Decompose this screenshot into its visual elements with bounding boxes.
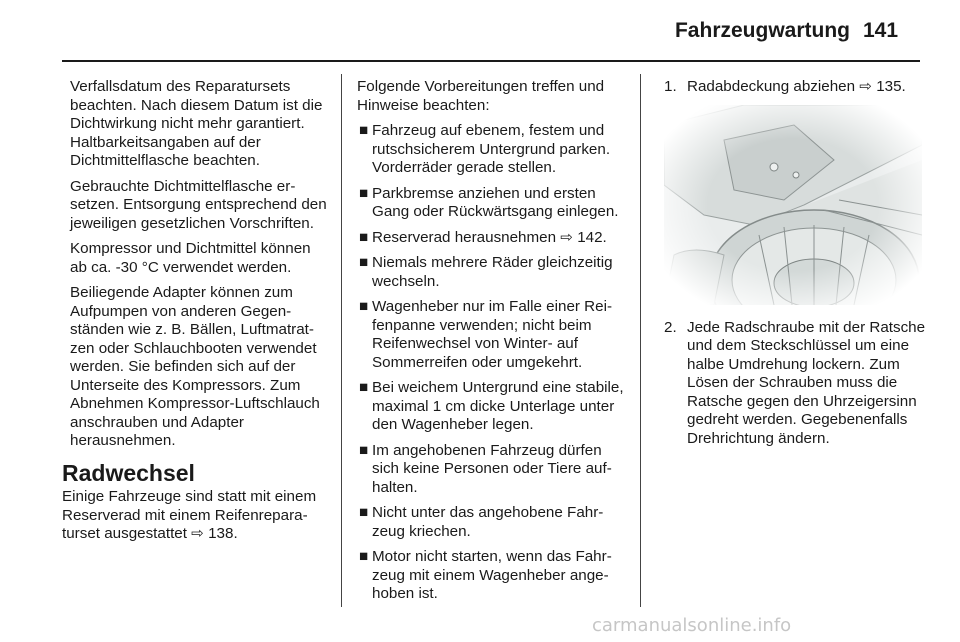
column-divider xyxy=(640,74,641,607)
list-item-text: Niemals mehrere Räder gleichzeitig wechseln. xyxy=(372,254,613,290)
step-item xyxy=(664,319,930,449)
step-number: 1. xyxy=(664,78,677,95)
header-divider xyxy=(62,60,920,62)
bullet-icon: ■ xyxy=(359,298,369,315)
paragraph: Beiliegende Adapter können zum Aufpumpen von anderen Gegenständen wie z. B. Bällen, Luftmatratzen oder Schlauchbooten verwendet werden. Sie befinden sich auf der Unterseite des Kompressors. Zum Abnehmen Kompressor-Luftschlauch anschrauben und Adapter herausnehmen. xyxy=(70,284,320,449)
bullet-icon: ■ xyxy=(359,184,369,202)
bullet-icon: ■ xyxy=(359,379,369,396)
section-heading: Radwechsel xyxy=(62,459,195,486)
bullet-icon: ■ xyxy=(359,254,369,271)
list-item-text: Bei weichem Untergrund eine stabile, maximal 1 cm dicke Unterlage unter den Wagenheber legen. xyxy=(372,379,624,433)
list-item xyxy=(357,122,625,178)
list-item-text: Motor nicht starten, wenn das Fahrzeug mit einem Wagenheber angehoben ist. xyxy=(372,548,612,602)
list-item xyxy=(357,229,625,248)
page-header-title: Fahrzeugwartung xyxy=(674,19,850,42)
paragraph: Folgende Vorbereitungen treffen und Hinweise beachten: xyxy=(357,78,605,114)
list-item xyxy=(357,185,625,222)
bullet-icon: ■ xyxy=(359,441,369,459)
list-item xyxy=(357,379,625,435)
text-column-3 xyxy=(664,78,930,455)
list-item xyxy=(357,254,625,291)
step-item xyxy=(664,78,930,97)
bullet-icon: ■ xyxy=(359,228,369,246)
paragraph: Gebrauchte Dichtmittelflasche ersetzen. Entsorgung entsprechend den jeweiligen gesetzlichen Vorschriften. xyxy=(70,177,327,232)
paragraph: Einige Fahrzeuge sind statt mit einem Reserverad mit einem Reifenreparaturset ausgestattet ⇨ 138. xyxy=(62,488,317,542)
wheel-cover-removal-illustration xyxy=(664,105,922,305)
list-item-text: Im angehobenen Fahrzeug dürfen sich keine Personen oder Tiere aufhalten. xyxy=(372,441,612,496)
bullet-icon: ■ xyxy=(359,504,369,521)
step-text: Radabdeckung abziehen ⇨ 135. xyxy=(687,78,906,95)
list-item xyxy=(357,504,625,541)
list-item-text: Fahrzeug auf ebenem, festem und rutschsicherem Untergrund parken. Vorderräder gerade stellen. xyxy=(372,122,611,176)
paragraph: Kompressor und Dichtmittel können ab ca. -30 °C verwendet werden. xyxy=(70,240,311,276)
list-item-text: Parkbremse anziehen und ersten Gang oder Rückwärtsgang einlegen. xyxy=(372,184,619,220)
list-item-text: Wagenheber nur im Falle einer Reifenpanne verwenden; nicht beim Reifenwechsel von Winter- auf Sommerreifen oder umgekehrt. xyxy=(372,298,613,371)
list-item xyxy=(357,548,625,604)
paragraph: Verfallsdatum des Reparatursets beachten. Nach diesem Datum ist die Dichtwirkung nicht mehr garantiert. Haltbarkeitsangaben auf der Dichtmittelflasche beachten. xyxy=(70,78,323,169)
step-number: 2. xyxy=(664,318,677,336)
list-item-text: Nicht unter das angehobene Fahrzeug kriechen. xyxy=(372,504,604,540)
bullet-icon: ■ xyxy=(359,122,369,139)
list-item-text: Reserverad herausnehmen ⇨ 142. xyxy=(372,228,607,246)
step-text: Jede Radschraube mit der Ratsche und dem Steckschlüssel um eine halbe Umdrehung lockern. Zum Lösen der Schrauben muss die Ratsche gegen den Uhrzeigersinn gedreht werden. Gegebenenfalls Drehrichtung ändern. xyxy=(687,318,926,447)
text-column-2 xyxy=(357,78,625,611)
bullet-icon: ■ xyxy=(359,548,369,565)
text-column-1 xyxy=(62,78,330,551)
page-number: 141 xyxy=(863,19,899,42)
watermark-text: carmanualsonline.info xyxy=(592,615,792,636)
list-item xyxy=(357,298,625,372)
column-divider xyxy=(341,74,342,607)
list-item xyxy=(357,442,625,498)
